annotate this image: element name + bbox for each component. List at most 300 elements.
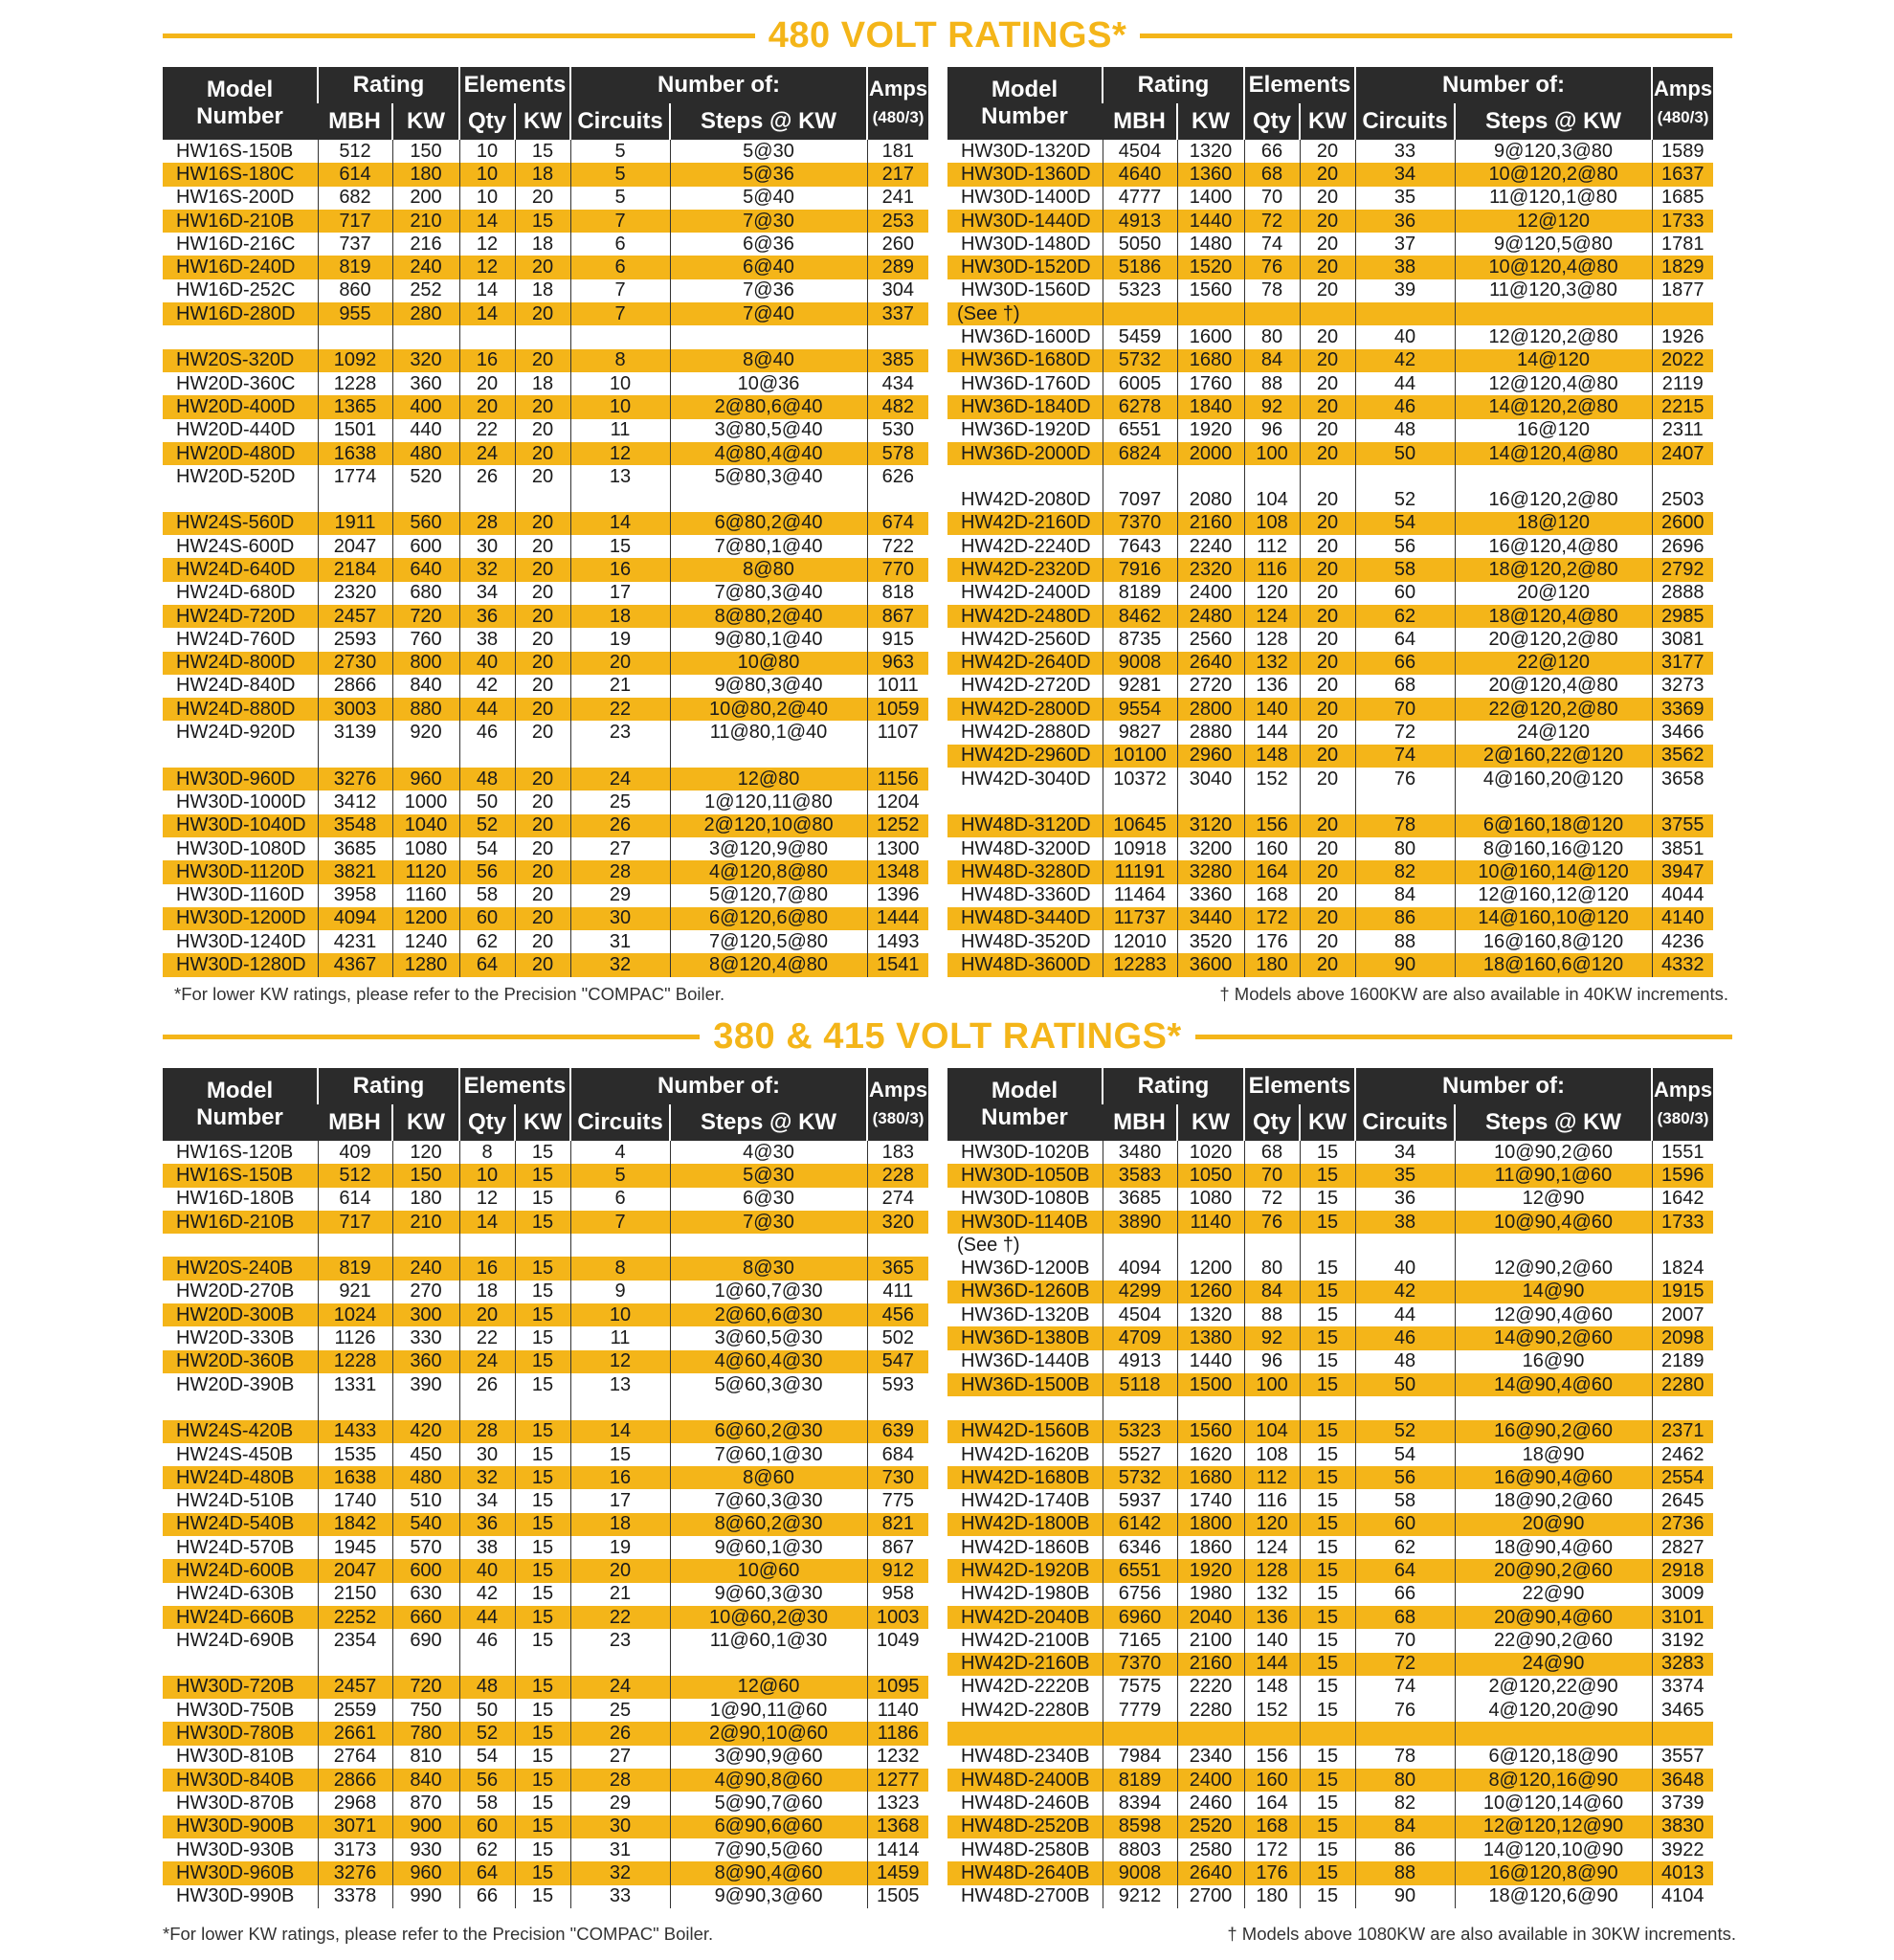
- amps: 3009: [1652, 1583, 1713, 1606]
- elements-qty: 16: [459, 349, 515, 372]
- model-number: HW30D-810B: [176, 1746, 295, 1768]
- rating-mbh: 1228: [318, 372, 392, 395]
- rating-kw: 720: [392, 605, 459, 628]
- rating-kw: [1177, 302, 1244, 325]
- rating-kw: 1080: [392, 837, 459, 860]
- elements-qty: 30: [459, 535, 515, 558]
- rating-kw: 1050: [1177, 1164, 1244, 1187]
- model-number: HW30D-840B: [163, 1769, 318, 1792]
- elements-kw: 15: [1300, 1257, 1355, 1280]
- rating-mbh: 2320: [318, 582, 392, 605]
- model-number: HW30D-900B: [163, 1815, 318, 1838]
- steps-at-kw: [670, 488, 867, 511]
- rating-kw: 3280: [1177, 860, 1244, 883]
- table-row: [947, 698, 1713, 721]
- elements-qty: 168: [1244, 884, 1300, 907]
- table-row: [947, 349, 1713, 372]
- circuits: 19: [570, 1536, 670, 1559]
- rating-kw: 510: [392, 1489, 459, 1512]
- table-row: [163, 652, 928, 675]
- rating-mbh: 7370: [1103, 1653, 1177, 1676]
- elements-kw: 18: [515, 163, 570, 186]
- circuits: 14: [570, 1420, 670, 1443]
- elements-kw: 20: [515, 698, 570, 721]
- rating-kw: 760: [392, 628, 459, 651]
- elements-qty: 124: [1244, 1536, 1300, 1559]
- elements-qty: 28: [459, 512, 515, 535]
- table-row: [947, 558, 1713, 581]
- table-row: [163, 1326, 928, 1349]
- model-number: HW30D-1000D: [176, 791, 306, 813]
- amps: 1541: [867, 953, 928, 976]
- elements-kw: 15: [515, 1769, 570, 1792]
- header-element-kw: KW: [515, 1104, 570, 1141]
- elements-kw: 15: [515, 1583, 570, 1606]
- rating-kw: 2720: [1177, 675, 1244, 698]
- circuits: 66: [1355, 1583, 1455, 1606]
- rating-kw: 720: [392, 1676, 459, 1699]
- model-number: HW30D-1080D: [176, 837, 306, 859]
- header-amps: [867, 67, 928, 140]
- circuits: 13: [570, 465, 670, 488]
- circuits: 46: [1355, 1326, 1455, 1349]
- header-kw: KW: [1177, 1104, 1244, 1141]
- model-number: HW36D-1320B: [961, 1303, 1090, 1325]
- rating-kw: 2640: [1177, 1861, 1244, 1884]
- table-row: [163, 325, 928, 348]
- elements-qty: 34: [459, 582, 515, 605]
- steps-at-kw: [670, 325, 867, 348]
- elements-qty: 72: [1244, 210, 1300, 233]
- rating-mbh: 1092: [318, 349, 392, 372]
- model-number: HW24S-560D: [163, 512, 318, 535]
- rating-mbh: [1103, 1722, 1177, 1745]
- table-left: [163, 67, 928, 977]
- circuits: 35: [1355, 187, 1455, 210]
- elements-kw: 20: [515, 930, 570, 953]
- rating-kw: 1760: [1177, 372, 1244, 395]
- model-number: HW30D-1520D: [947, 256, 1103, 278]
- rating-mbh: 717: [318, 210, 392, 233]
- elements-kw: 20: [515, 302, 570, 325]
- elements-qty: 30: [459, 1443, 515, 1466]
- elements-kw: 20: [515, 442, 570, 465]
- amps: 3466: [1652, 721, 1713, 744]
- elements-qty: 144: [1244, 1653, 1300, 1676]
- steps-at-kw: 4@120,20@90: [1455, 1699, 1652, 1722]
- circuits: 21: [570, 1583, 670, 1606]
- elements-kw: 15: [515, 1420, 570, 1443]
- rating-kw: 210: [392, 1211, 459, 1234]
- model-number: HW30D-1050B: [947, 1164, 1103, 1187]
- elements-kw: 20: [515, 349, 570, 372]
- elements-kw: 20: [1300, 488, 1355, 511]
- steps-at-kw: [1455, 1234, 1652, 1257]
- amps: 3192: [1652, 1629, 1713, 1652]
- elements-qty: 180: [1244, 1885, 1300, 1908]
- elements-kw: 20: [515, 465, 570, 488]
- rating-kw: 990: [392, 1885, 459, 1908]
- rating-mbh: 8598: [1103, 1815, 1177, 1838]
- model-number: HW48D-2340B: [961, 1746, 1090, 1768]
- table-row: [163, 488, 928, 511]
- model-number: HW42D-3040D: [961, 768, 1091, 790]
- header-amps: [867, 1068, 928, 1141]
- steps-at-kw: 6@60,2@30: [670, 1420, 867, 1443]
- elements-kw: 15: [1300, 1164, 1355, 1187]
- table-row: [947, 628, 1713, 651]
- rating-mbh: 8394: [1103, 1792, 1177, 1815]
- elements-qty: 10: [459, 140, 515, 163]
- table-row: [163, 1722, 928, 1745]
- table-row: [947, 442, 1713, 465]
- rating-kw: 2160: [1177, 1653, 1244, 1676]
- table-row: [947, 745, 1713, 768]
- table-row: [947, 1373, 1713, 1396]
- circuits: 7: [570, 279, 670, 302]
- rating-mbh: 3071: [318, 1815, 392, 1838]
- rating-mbh: 5732: [1103, 349, 1177, 372]
- steps-at-kw: 8@80,2@40: [670, 605, 867, 628]
- rating-kw: 1320: [1177, 1303, 1244, 1326]
- rating-mbh: 4640: [1103, 163, 1177, 186]
- circuits: 90: [1355, 1885, 1455, 1908]
- steps-at-kw: 8@60: [670, 1466, 867, 1489]
- circuits: 18: [570, 605, 670, 628]
- elements-kw: 18: [515, 233, 570, 256]
- model-number: [947, 1722, 1103, 1745]
- elements-qty: 22: [459, 419, 515, 442]
- steps-at-kw: 6@80,2@40: [670, 512, 867, 535]
- amps: 434: [867, 372, 928, 395]
- rating-mbh: 3958: [318, 884, 392, 907]
- amps: 3739: [1652, 1792, 1713, 1815]
- model-number: HW30D-1440D: [947, 210, 1103, 233]
- elements-qty: 132: [1244, 1583, 1300, 1606]
- circuits: 84: [1355, 1815, 1455, 1838]
- circuits: 10: [570, 1303, 670, 1326]
- table-row: [947, 1838, 1713, 1861]
- model-number: HW42D-2240D: [961, 535, 1091, 557]
- circuits: 64: [1355, 628, 1455, 651]
- circuits: [1355, 465, 1455, 488]
- rating-mbh: 737: [318, 233, 392, 256]
- circuits: 56: [1355, 535, 1455, 558]
- header-circuits: Circuits: [570, 103, 670, 140]
- table-row: [163, 698, 928, 721]
- rating-mbh: 682: [318, 187, 392, 210]
- circuits: 50: [1355, 442, 1455, 465]
- steps-at-kw: 8@120,4@80: [670, 953, 867, 976]
- rating-mbh: 1535: [318, 1443, 392, 1466]
- header-steps: Steps @ KW: [1455, 1104, 1652, 1141]
- circuits: [570, 488, 670, 511]
- rating-kw: 2400: [1177, 582, 1244, 605]
- steps-at-kw: 9@60,3@30: [670, 1583, 867, 1606]
- elements-qty: 66: [459, 1885, 515, 1908]
- model-number: HW16D-280D: [163, 302, 318, 325]
- steps-at-kw: 14@120,2@80: [1455, 395, 1652, 418]
- table-row: [947, 1676, 1713, 1699]
- steps-at-kw: 5@80,3@40: [670, 465, 867, 488]
- table-row: [947, 395, 1713, 418]
- steps-at-kw: 4@120,8@80: [670, 860, 867, 883]
- ratings-table-left: [163, 67, 928, 977]
- steps-at-kw: [670, 1396, 867, 1419]
- rating-kw: 3120: [1177, 814, 1244, 837]
- amps: 2985: [1652, 605, 1713, 628]
- rating-kw: 2700: [1177, 1885, 1244, 1908]
- model-number: [163, 1396, 318, 1419]
- rating-mbh: 10100: [1103, 745, 1177, 768]
- elements-kw: 15: [1300, 1769, 1355, 1792]
- circuits: 7: [570, 210, 670, 233]
- elements-qty: 46: [459, 1629, 515, 1652]
- amps: 2827: [1652, 1536, 1713, 1559]
- circuits: 48: [1355, 419, 1455, 442]
- elements-qty: 164: [1244, 860, 1300, 883]
- steps-at-kw: 9@60,1@30: [670, 1536, 867, 1559]
- model-number: HW30D-720B: [163, 1676, 318, 1699]
- circuits: [570, 325, 670, 348]
- amps: 1323: [867, 1792, 928, 1815]
- steps-at-kw: 16@160,8@120: [1455, 930, 1652, 953]
- rating-mbh: 5186: [1103, 256, 1177, 278]
- rating-mbh: 11464: [1103, 884, 1177, 907]
- header-model-number: [947, 67, 1103, 140]
- model-number: HW30D-1280D: [163, 953, 318, 976]
- circuits: 60: [1355, 582, 1455, 605]
- elements-kw: 15: [1300, 1792, 1355, 1815]
- table-row: [947, 1653, 1713, 1676]
- steps-at-kw: 2@120,22@90: [1455, 1676, 1652, 1699]
- model-number: HW48D-2640B: [947, 1861, 1103, 1884]
- rating-kw: [1177, 1396, 1244, 1419]
- elements-qty: 54: [459, 1746, 515, 1769]
- model-number: HW48D-3120D: [947, 814, 1103, 837]
- elements-kw: 15: [1300, 1838, 1355, 1861]
- steps-at-kw: [1455, 302, 1652, 325]
- rating-mbh: 9281: [1103, 675, 1177, 698]
- elements-kw: 20: [1300, 698, 1355, 721]
- steps-at-kw: [1455, 1722, 1652, 1745]
- elements-qty: 28: [459, 1420, 515, 1443]
- circuits: 28: [570, 860, 670, 883]
- model-number: HW24S-420B: [163, 1420, 318, 1443]
- circuits: 29: [570, 884, 670, 907]
- steps-at-kw: 22@90,2@60: [1455, 1629, 1652, 1652]
- elements-qty: [1244, 465, 1300, 488]
- elements-kw: 20: [515, 419, 570, 442]
- elements-kw: 20: [1300, 652, 1355, 675]
- elements-kw: 20: [1300, 419, 1355, 442]
- elements-qty: 74: [1244, 233, 1300, 256]
- rating-kw: 960: [392, 1861, 459, 1884]
- model-number: HW42D-1680B: [947, 1466, 1103, 1489]
- table-row: [947, 1234, 1713, 1257]
- table-row: [163, 1606, 928, 1629]
- rating-kw: 1620: [1177, 1443, 1244, 1466]
- rating-kw: 570: [392, 1536, 459, 1559]
- circuits: 90: [1355, 953, 1455, 976]
- elements-qty: 96: [1244, 419, 1300, 442]
- elements-kw: 20: [515, 721, 570, 744]
- amps: 183: [867, 1141, 928, 1164]
- amps: 1551: [1652, 1141, 1713, 1164]
- steps-at-kw: 8@80: [670, 558, 867, 581]
- circuits: 38: [1355, 1211, 1455, 1234]
- elements-qty: 100: [1244, 1373, 1300, 1396]
- rating-kw: 1360: [1177, 163, 1244, 186]
- circuits: 54: [1355, 1443, 1455, 1466]
- amps: 867: [867, 605, 928, 628]
- elements-qty: 152: [1244, 1699, 1300, 1722]
- model-number: HW24D-630B: [176, 1583, 295, 1605]
- rating-mbh: 2047: [318, 535, 392, 558]
- elements-qty: 14: [459, 210, 515, 233]
- elements-kw: 15: [515, 1350, 570, 1373]
- elements-kw: 15: [515, 1281, 570, 1303]
- rating-kw: 780: [392, 1722, 459, 1745]
- circuits: 42: [1355, 349, 1455, 372]
- rating-mbh: 9008: [1103, 652, 1177, 675]
- amps: 3947: [1652, 860, 1713, 883]
- rating-mbh: [1103, 465, 1177, 488]
- circuits: 40: [1355, 1257, 1455, 1280]
- amps: 337: [867, 302, 928, 325]
- model-number: HW24D-880D: [163, 698, 318, 721]
- rating-mbh: 1945: [318, 1536, 392, 1559]
- amps: 730: [867, 1466, 928, 1489]
- model-number: HW42D-1860B: [961, 1536, 1090, 1558]
- rating-kw: [392, 325, 459, 348]
- amps: 1926: [1652, 325, 1713, 348]
- elements-qty: 168: [1244, 1815, 1300, 1838]
- rating-mbh: 2184: [318, 558, 392, 581]
- table-row: [163, 837, 928, 860]
- amps: 304: [867, 279, 928, 302]
- rating-kw: 960: [392, 768, 459, 791]
- model-number: HW42D-1920B: [947, 1559, 1103, 1582]
- elements-kw: [1300, 1722, 1355, 1745]
- circuits: 10: [570, 372, 670, 395]
- circuits: 38: [1355, 256, 1455, 278]
- elements-qty: 128: [1244, 1559, 1300, 1582]
- model-number: HW42D-1620B: [961, 1443, 1090, 1465]
- table-row: [947, 1257, 1713, 1280]
- circuits: 52: [1355, 488, 1455, 511]
- model-number: HW42D-2960D: [947, 745, 1103, 768]
- model-number: HW30D-1160D: [176, 884, 305, 906]
- elements-qty: 44: [459, 698, 515, 721]
- circuits: 5: [570, 163, 670, 186]
- steps-at-kw: 11@90,1@60: [1455, 1164, 1652, 1187]
- elements-qty: 80: [1244, 325, 1300, 348]
- model-number: HW16D-252C: [176, 279, 296, 301]
- rating-mbh: 3821: [318, 860, 392, 883]
- table-row: [163, 1141, 928, 1164]
- header-number-of: Number of:: [1355, 1068, 1652, 1104]
- table-row: [947, 1281, 1713, 1303]
- model-number: HW20D-360B: [163, 1350, 318, 1373]
- model-number: HW48D-3520D: [961, 930, 1091, 952]
- amps: 3851: [1652, 837, 1713, 860]
- elements-qty: 116: [1244, 1489, 1300, 1512]
- steps-at-kw: 12@90: [1455, 1188, 1652, 1211]
- rating-mbh: 4231: [318, 930, 392, 953]
- rating-mbh: 5323: [1103, 1420, 1177, 1443]
- rating-kw: 750: [392, 1699, 459, 1722]
- rating-mbh: [318, 745, 392, 768]
- amps: 1596: [1652, 1164, 1713, 1187]
- elements-kw: 20: [515, 256, 570, 278]
- rating-mbh: 7643: [1103, 535, 1177, 558]
- rating-kw: 1240: [392, 930, 459, 953]
- rating-kw: 1020: [1177, 1141, 1244, 1164]
- rating-mbh: 3548: [318, 814, 392, 837]
- amps: 2696: [1652, 535, 1713, 558]
- elements-qty: 76: [1244, 1211, 1300, 1234]
- amps: 228: [867, 1164, 928, 1187]
- amps: 578: [867, 442, 928, 465]
- table-row: [163, 953, 928, 976]
- table-row: [163, 1443, 928, 1466]
- amps: 963: [867, 652, 928, 675]
- elements-kw: 20: [1300, 745, 1355, 768]
- model-number: HW20S-240B: [163, 1257, 318, 1280]
- steps-at-kw: 14@90,4@60: [1455, 1373, 1652, 1396]
- rating-mbh: 955: [318, 302, 392, 325]
- amps: 241: [867, 187, 928, 210]
- rating-mbh: 717: [318, 1211, 392, 1234]
- circuits: 24: [570, 768, 670, 791]
- elements-kw: 20: [515, 628, 570, 651]
- amps: 3081: [1652, 628, 1713, 651]
- model-number: HW24D-540B: [163, 1513, 318, 1536]
- amps: 2645: [1652, 1489, 1713, 1512]
- steps-at-kw: 6@90,6@60: [670, 1815, 867, 1838]
- circuits: 27: [570, 837, 670, 860]
- elements-kw: 15: [1300, 1188, 1355, 1211]
- elements-kw: 15: [1300, 1420, 1355, 1443]
- model-number: HW16D-210B: [163, 210, 318, 233]
- elements-qty: 24: [459, 442, 515, 465]
- model-number: HW16S-180C: [163, 163, 318, 186]
- header-model-label: Model: [991, 1078, 1058, 1103]
- rating-kw: 280: [392, 302, 459, 325]
- circuits: 29: [570, 1792, 670, 1815]
- rating-kw: [1177, 791, 1244, 813]
- circuits: 37: [1355, 233, 1455, 256]
- model-number: HW24D-800D: [163, 652, 318, 675]
- rating-mbh: 6824: [1103, 442, 1177, 465]
- steps-at-kw: 8@40: [670, 349, 867, 372]
- elements-kw: 15: [1300, 1699, 1355, 1722]
- rating-kw: 2000: [1177, 442, 1244, 465]
- rating-kw: 360: [392, 1350, 459, 1373]
- rating-mbh: 8462: [1103, 605, 1177, 628]
- amps: 4332: [1652, 953, 1713, 976]
- rating-kw: 3440: [1177, 907, 1244, 930]
- elements-qty: 104: [1244, 488, 1300, 511]
- circuits: 39: [1355, 279, 1455, 302]
- header-mbh: MBH: [318, 1104, 392, 1141]
- elements-qty: 156: [1244, 1746, 1300, 1769]
- model-number: HW36D-1760D: [961, 372, 1091, 394]
- table-row: [947, 279, 1713, 302]
- elements-qty: 108: [1244, 512, 1300, 535]
- amps: 456: [867, 1303, 928, 1326]
